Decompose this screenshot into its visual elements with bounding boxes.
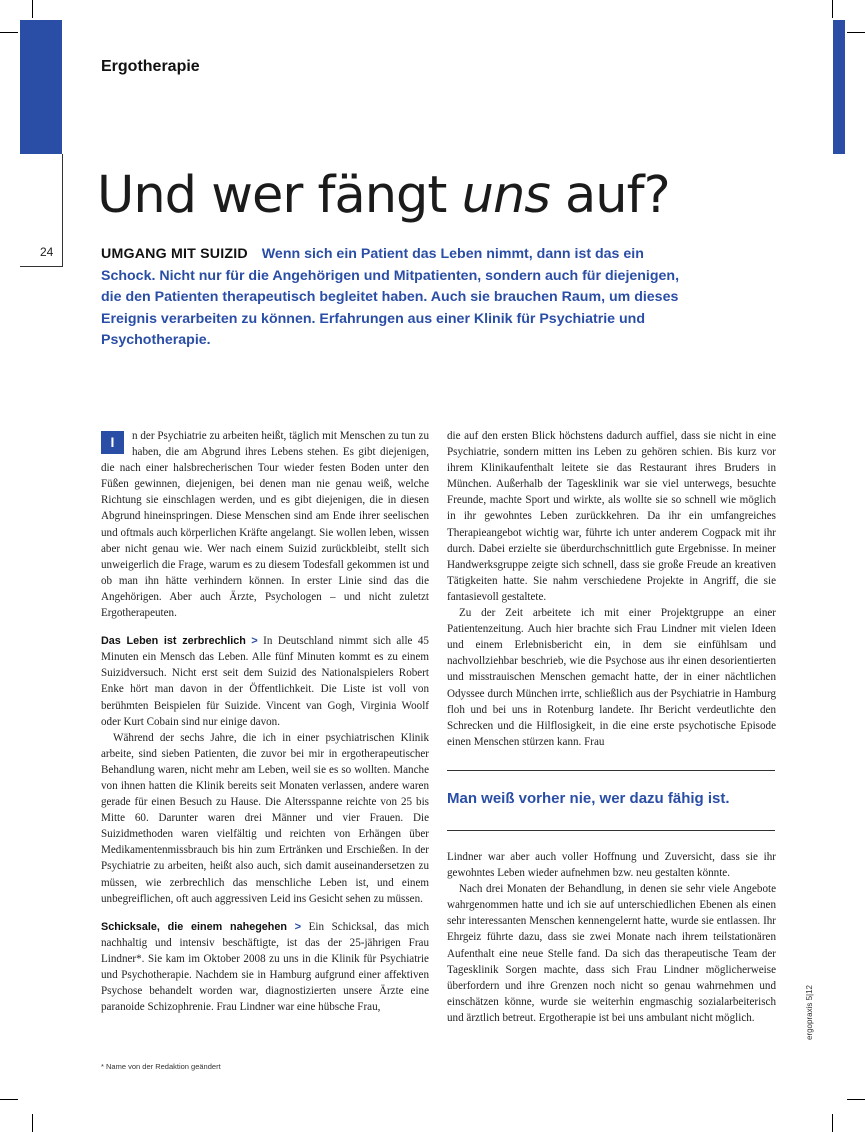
body-column-right-top — [447, 428, 776, 750]
pull-quote: Man weiß vorher nie, wer dazu fähig ist. — [447, 790, 730, 807]
article-lead — [101, 244, 691, 352]
title-italic: uns — [461, 166, 550, 225]
crop-mark — [0, 1099, 18, 1100]
margin-rule — [62, 154, 63, 267]
paragraph — [101, 633, 429, 730]
intro-paragraph — [101, 428, 429, 621]
accent-bar-left — [20, 20, 62, 154]
kicker: UMGANG MIT SUIZID — [101, 246, 248, 262]
arrow-icon: > — [251, 635, 258, 648]
crop-mark — [0, 32, 18, 33]
paragraph: die auf den ersten Blick höchstens dadurch auffiel, dass sie nicht in eine Psychiatrie, sondern mitten ins Leben zu gehören schien. Bis kurz vor ihrem Klinikaufenthalt leitete sie das Restaurant ihres Bruders in München. Außerhalb der Tagesklinik war sie viel unterwegs, besuchte Freunde, machte Sport und wirkte, als wollte sie so schnell wie möglich in ihr gewohntes Leben zurückkehren. Da ihr ein umfangreiches Therapieangebot wichtig war, führte ich unter anderem Cogpack mit ihr durch. Dabei erzielte sie überdurchschnittlich gute Ergebnisse. In meiner Handwerksgruppe zeigte sich schnell, dass sie große Freude an kreativen Tätigkeiten hatte. Sie nahm verschiedene Projekte in Angriff, die sie fantasievoll gestaltete. — [447, 430, 776, 603]
dropcap: I — [101, 431, 124, 454]
page-number: 24 — [40, 245, 54, 259]
paragraph-text: In Deutschland nimmt sich alle 45 Minuten ein Mensch das Leben. Alle fünf Minuten kommt es zu einem Suizidversuch. Nicht erst seit dem Suizid des Nationalspielers Robert Enke hört man davon in der Öffentlichkeit. Die Liste ist voll von berühmten Beispielen für Suizide. Vincent van Gogh, Virginia Woolf oder Kurt Cobain sind nur einige davon. — [101, 635, 429, 728]
paragraph: Nach drei Monaten der Behandlung, in denen sie sehr viele Angebote wahrgenommen hatte und ich sie auf unterschiedlichen Ebenen als einen sehr interessanten Menschen kennengelernt hatte, wurde sie entlassen. Ihr Ehrgeiz führte dazu, dass sie zwei Monate nach ihrem teilstationären Aufenthalt eine neue Stelle fand. Da sich das therapeutische Team der Tagesklinik Sorgen machte, dass sich Frau Lindner möglicherweise überfordern und ihre Grenzen noch nicht so genau wahrnehmen und einschätzen könne, wurde sie weiterhin engmaschig sozialarbeiterisch und ärztlich betreut. Ergotherapie ist bei uns ambulant nicht möglich. — [447, 883, 776, 1024]
section-label: Ergotherapie — [101, 58, 200, 75]
subheading: Das Leben ist zerbrechlich — [101, 635, 246, 648]
crop-mark — [832, 0, 833, 18]
page-number-rule — [20, 266, 63, 267]
intro-text: n der Psychiatrie zu arbeiten heißt, täglich mit Menschen zu tun zu haben, die am Abgrund ihres Lebens stehen. Es gibt diejenigen, die nach einer halsbrecherischen Tour wieder festen Boden unter den Füßen gewinnen, diejenigen, bei denen man nie genau weiß, welche Richtung sie einschlagen werden, und es gibt diejenigen, die in diesen Abgrund hineinspringen. Diese Menschen sind am Ende ihrer seelischen und oftmals auch körperlichen Kräfte angelangt. Sie wollen leben, wissen aber nicht genau wie. Wer nach einem Suizid zurückbleibt, stellt sich unweigerlich die Frage, warum es zu diesem Todesfall gekommen ist und ob man ihn hätte verhindern können. In erster Linie sind das die Angehörigen. Aber auch Ärzte, Psychologen – und nicht zuletzt Ergotherapeuten. — [101, 430, 429, 620]
crop-mark — [847, 1099, 865, 1100]
pull-quote-rule-bottom — [447, 830, 775, 831]
crop-mark — [32, 1114, 33, 1132]
title-part-2: auf? — [549, 166, 670, 225]
paragraph: Lindner war aber auch voller Hoffnung und Zuversicht, dass sie ihr gewohntes Leben wieder aufnehmen bzw. neu gestalten könnte. — [447, 851, 776, 880]
subheading: Schicksale, die einem nahegehen — [101, 920, 287, 933]
paragraph — [101, 919, 429, 1016]
body-column-right-bottom — [447, 849, 776, 1026]
footnote: * Name von der Redaktion geändert — [101, 1062, 221, 1071]
pull-quote-rule-top — [447, 770, 775, 771]
crop-mark — [32, 0, 33, 18]
body-column-left — [101, 428, 429, 1015]
arrow-icon: > — [294, 920, 302, 933]
crop-mark — [847, 32, 865, 33]
crop-mark — [832, 1114, 833, 1132]
paragraph: Während der sechs Jahre, die ich in einer psychiatrischen Klinik arbeite, sind sieben Patienten, die zuvor bei mir in ergotherapeutischer Behandlung waren, nicht mehr am Leben, weil sie es so wollten. Manche von ihnen hatten die Klinik bereits seit Monaten verlassen, andere waren gerade für einen Besuch zu Hause. Die Altersspanne reichte von 25 bis Mitte 60. Darunter waren drei Männer und vier Frauen. Die Suizidmethoden waren vielfältig und reichten von Erhängen über Medikamentenmissbrauch bis hin zum Ertränken und Erschießen. In der Psychiatrie zu arbeiten, heißt also auch, sich damit auseinandersetzen zu müssen, wie zerbrechlich das menschliche Leben ist, und einem unbegreiflichen, oft auch aggressiven Leid ins Gesicht sehen zu müssen. — [101, 731, 429, 905]
accent-bar-right — [833, 20, 845, 154]
lead-text: Wenn sich ein Patient das Leben nimmt, dann ist das ein Schock. Nicht nur für die Angehörigen und Mitpatienten, sondern auch für diejenigen, die den Patienten therapeutisch begleitet haben. Auch sie brauchen Raum, um dieses Ereignis verarbeiten zu können. Erfahrungen aus einer Klinik für Psychiatrie und Psychotherapie. — [101, 246, 680, 348]
journal-reference: ergopraxis 5|12 — [805, 985, 814, 1040]
article-title — [97, 166, 670, 225]
paragraph: Zu der Zeit arbeitete ich mit einer Projektgruppe an einer Patientenzeitung. Auch hier brachte sich Frau Lindner mit vielen Ideen und einem Erlebnisbericht ein, in dem sie einfühlsam und nachvollziehbar beschrieb, wie die Psychose aus ihr einen desorientierten und misstrauischen Menschen gemacht hatte, der in einer nächtlichen Odyssee durch München irrte, schließlich aus der Psychiatrie in Hamburg floh und bei uns in Rotenburg landete. Ihr Bericht verdeutlichte den Schrecken und die Hilflosigkeit, in die eine erste psychotische Episode einen Menschen stürzen kann. Frau — [447, 607, 776, 748]
paragraph-text: Ein Schicksal, das mich nachhaltig und intensiv beschäftigte, ist das der 25-jährigen Frau Lindner*. Sie kam im Oktober 2008 zu uns in die Klinik für Psychiatrie und Psychotherapie. Nachdem sie in Hamburg aufgrund einer affektiven Psychose behandelt worden war, diagnostizierten unsere Ärzte eine paranoide Schizophrenie. Frau Lindner war eine hübsche Frau, — [101, 920, 430, 1014]
title-part-1: Und wer fängt — [97, 166, 462, 225]
